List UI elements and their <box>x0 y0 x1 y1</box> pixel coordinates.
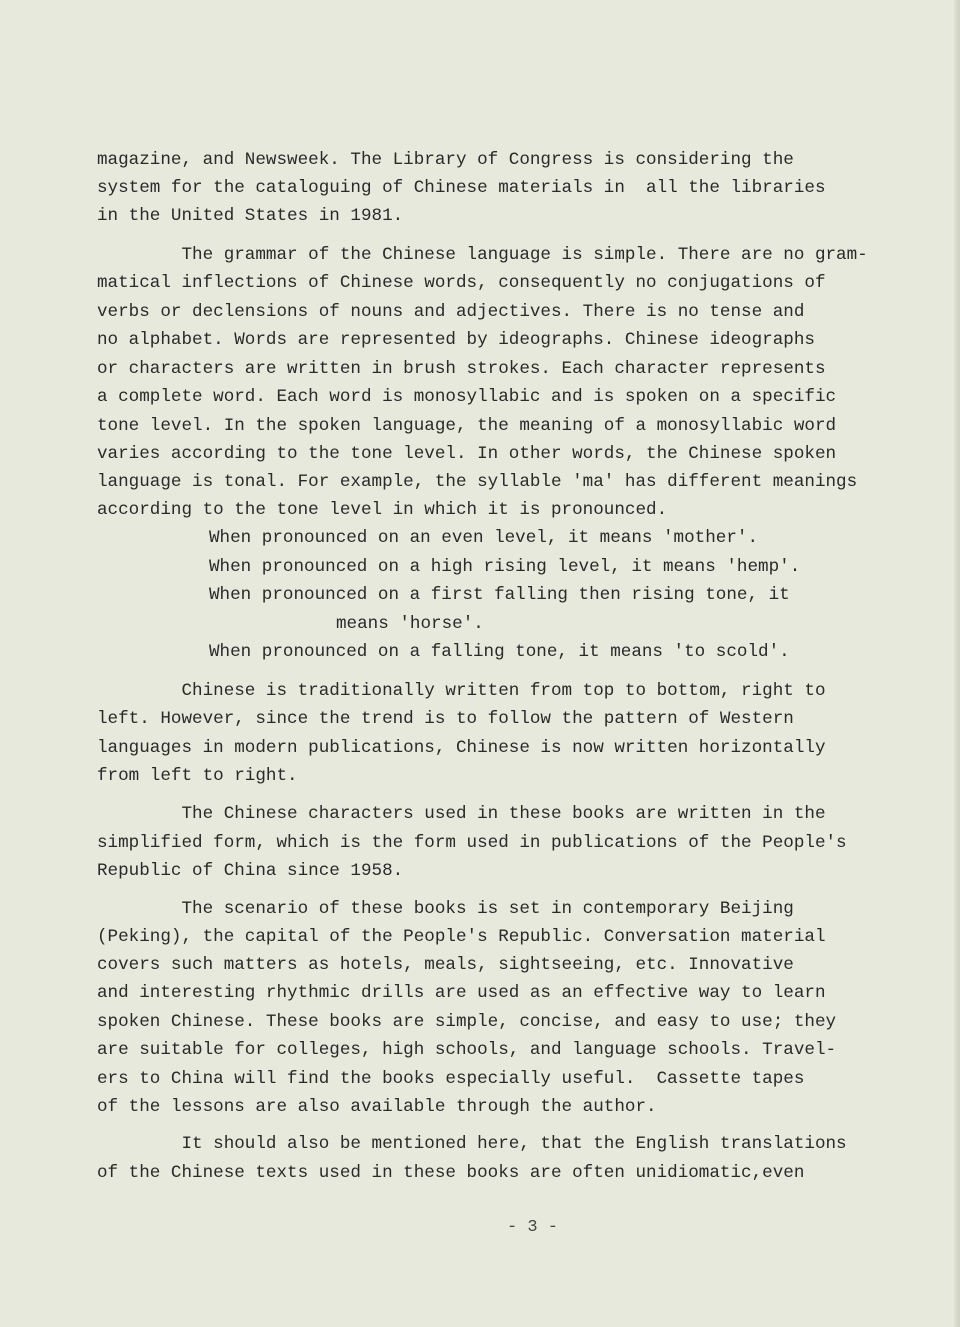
text-line: The Chinese characters used in these books are written in the <box>97 804 826 824</box>
text-line: left. However, since the trend is to follow the pattern of Western <box>97 709 794 729</box>
text-line: tone level. In the spoken language, the meaning of a monosyllabic word <box>97 416 837 436</box>
example-line: When pronounced on a falling tone, it means 'to scold'. <box>209 642 790 662</box>
text-line: according to the tone level in which it is pronounced. <box>97 500 668 520</box>
text-line: system for the cataloguing of Chinese materials in all the libraries <box>97 178 826 198</box>
example-line: means 'horse'. <box>336 614 484 634</box>
example-line: When pronounced on a high rising level, it means 'hemp'. <box>209 557 801 577</box>
text-line: simplified form, which is the form used in publications of the People's <box>97 833 847 853</box>
text-line: varies according to the tone level. In other words, the Chinese spoken <box>97 444 837 464</box>
text-line: in the United States in 1981. <box>97 206 404 226</box>
text-line: of the Chinese texts used in these books are often unidiomatic,even <box>97 1163 805 1183</box>
text-line: The grammar of the Chinese language is simple. There are no gram- <box>97 245 868 265</box>
text-line: ers to China will find the books especially useful. Cassette tapes <box>97 1069 805 1089</box>
page-edge <box>954 0 960 1327</box>
text-line: The scenario of these books is set in contemporary Beijing <box>97 899 794 919</box>
text-line: matical inflections of Chinese words, consequently no conjugations of <box>97 273 826 293</box>
text-line: It should also be mentioned here, that the English translations <box>97 1134 847 1154</box>
text-line: are suitable for colleges, high schools, and language schools. Travel- <box>97 1040 837 1060</box>
text-line: no alphabet. Words are represented by ideographs. Chinese ideographs <box>97 330 815 350</box>
example-line: When pronounced on a first falling then rising tone, it <box>209 585 790 605</box>
text-line: or characters are written in brush strokes. Each character represents <box>97 359 826 379</box>
text-line: language is tonal. For example, the syllable 'ma' has different meanings <box>97 472 858 492</box>
text-line: languages in modern publications, Chinese is now written horizontally <box>97 738 826 758</box>
text-line: spoken Chinese. These books are simple, concise, and easy to use; they <box>97 1012 837 1032</box>
text-line: Chinese is traditionally written from top to bottom, right to <box>97 681 826 701</box>
text-line: Republic of China since 1958. <box>97 861 404 881</box>
page-number: - 3 - <box>507 1218 559 1237</box>
text-line: verbs or declensions of nouns and adjectives. There is no tense and <box>97 302 805 322</box>
text-line: from left to right. <box>97 766 298 786</box>
text-line: (Peking), the capital of the People's Republic. Conversation material <box>97 927 826 947</box>
text-line: covers such matters as hotels, meals, sightseeing, etc. Innovative <box>97 955 794 975</box>
text-line: magazine, and Newsweek. The Library of Congress is considering the <box>97 150 794 170</box>
text-line: of the lessons are also available through the author. <box>97 1097 657 1117</box>
example-line: When pronounced on an even level, it means 'mother'. <box>209 528 759 548</box>
text-line: a complete word. Each word is monosyllabic and is spoken on a specific <box>97 387 837 407</box>
text-line: and interesting rhythmic drills are used as an effective way to learn <box>97 983 826 1003</box>
